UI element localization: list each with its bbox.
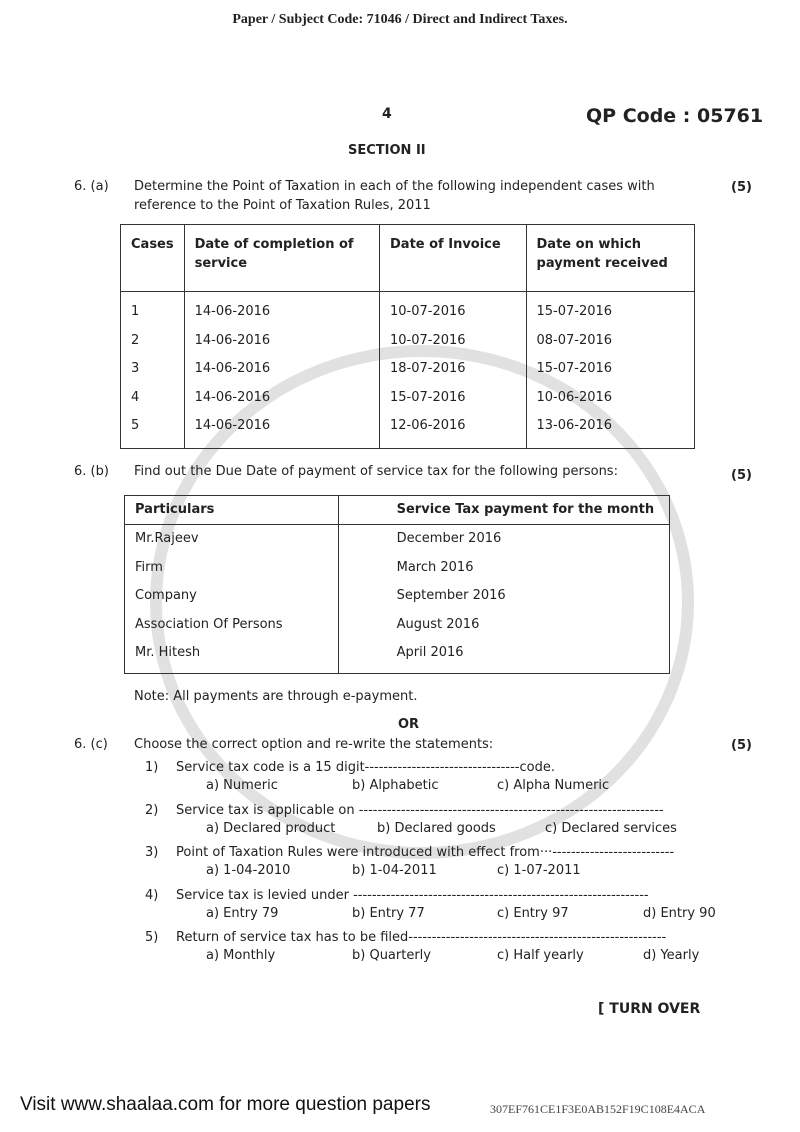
question-number: 2)	[145, 802, 159, 818]
col-header: Date of completion of service	[184, 225, 379, 292]
table-cell: 14-06-2016	[184, 355, 379, 384]
q6c-text: Choose the correct option and re-write the statements:	[134, 737, 494, 752]
table-cell: 1	[121, 292, 185, 327]
q6b-marks: (5)	[731, 468, 752, 483]
table-cell: Association Of Persons	[125, 611, 339, 640]
table-cell: 15-07-2016	[526, 355, 694, 384]
option: c) Entry 97	[497, 905, 569, 921]
col-header: Service Tax payment for the month	[338, 496, 669, 525]
col-header: Particulars	[125, 496, 339, 525]
option: a) Monthly	[206, 948, 276, 963]
question-text: Service tax code is a 15 digit---------------------------------code.	[176, 760, 555, 775]
due-date-table	[124, 495, 670, 674]
question-text: Return of service tax has to be filed-------------------------------------------------------	[176, 930, 667, 945]
table-cell: August 2016	[338, 611, 669, 640]
paper-header: Paper / Subject Code: 71046 / Direct and Indirect Taxes.	[232, 12, 568, 27]
option: b) 1-04-2011	[352, 863, 437, 878]
table-cell: Firm	[125, 554, 339, 583]
table-row	[121, 327, 695, 356]
q6b-number: 6. (b)	[74, 464, 109, 479]
option: b) Alphabetic	[352, 778, 439, 793]
option: a) Entry 79	[206, 905, 279, 921]
or-label: OR	[398, 717, 420, 732]
option: b) Entry 77	[352, 905, 425, 921]
table-cell: 3	[121, 355, 185, 384]
q6a-marks: (5)	[731, 180, 752, 195]
table-cell: 14-06-2016	[184, 327, 379, 356]
table-cell: 08-07-2016	[526, 327, 694, 356]
table-cell: 15-07-2016	[526, 292, 694, 327]
table-row	[121, 384, 695, 413]
q6a-number: 6. (a)	[74, 179, 109, 194]
question-text: Point of Taxation Rules were introduced with effect from···--------------------------	[176, 845, 675, 860]
option: c) Alpha Numeric	[497, 778, 610, 793]
q6a-text: Determine the Point of Taxation in each of the following independent cases with	[134, 179, 655, 194]
question-number: 1)	[145, 760, 159, 775]
table-row	[121, 412, 695, 449]
table-row	[125, 582, 670, 611]
table-row	[125, 639, 670, 674]
question-number: 5)	[145, 930, 159, 945]
option: b) Quarterly	[352, 948, 431, 963]
option: a) Numeric	[206, 778, 278, 793]
turn-over: [ TURN OVER	[598, 1001, 701, 1017]
table-cell: March 2016	[338, 554, 669, 583]
table-cell: December 2016	[338, 525, 669, 554]
section-title: SECTION II	[348, 143, 426, 158]
table-cell: 18-07-2016	[380, 355, 527, 384]
table-cell: 10-06-2016	[526, 384, 694, 413]
table-cell: 12-06-2016	[380, 412, 527, 449]
table-cell: 15-07-2016	[380, 384, 527, 413]
option: a) Declared product	[206, 820, 336, 836]
table-cell: 2	[121, 327, 185, 356]
option: d) Yearly	[643, 948, 700, 963]
point-of-taxation-table	[120, 224, 695, 449]
option: b) Declared goods	[377, 820, 496, 836]
option: c) Declared services	[545, 820, 677, 836]
table-cell: 13-06-2016	[526, 412, 694, 449]
option: c) Half yearly	[497, 948, 584, 963]
table-cell: 10-07-2016	[380, 292, 527, 327]
table-cell: 10-07-2016	[380, 327, 527, 356]
table-cell: 14-06-2016	[184, 292, 379, 327]
question-text: Service tax is applicable on -----------------------------------------------------------------	[176, 802, 664, 818]
col-header: Cases	[121, 225, 185, 292]
question-text: Service tax is levied under ---------------------------------------------------------------	[176, 887, 649, 903]
table-row	[125, 554, 670, 583]
table-cell: Mr.Rajeev	[125, 525, 339, 554]
option: a) 1-04-2010	[206, 863, 291, 878]
table-cell: Mr. Hitesh	[125, 639, 339, 674]
table-cell: 5	[121, 412, 185, 449]
question-number: 3)	[145, 845, 159, 860]
footer-visit: Visit www.shaalaa.com for more question papers	[20, 1094, 431, 1115]
table-cell: Company	[125, 582, 339, 611]
table-cell: 14-06-2016	[184, 384, 379, 413]
qp-code: QP Code : 05761	[586, 105, 764, 127]
table-cell: April 2016	[338, 639, 669, 674]
table-row	[125, 611, 670, 640]
table-cell: 4	[121, 384, 185, 413]
q6a-text-2: reference to the Point of Taxation Rules, 2011	[134, 198, 431, 213]
q6b-text: Find out the Due Date of payment of service tax for the following persons:	[134, 464, 618, 479]
q6c-number: 6. (c)	[74, 737, 108, 752]
q6c-marks: (5)	[731, 738, 752, 753]
note: Note: All payments are through e-payment.	[134, 689, 418, 704]
table-row	[121, 292, 695, 327]
col-header: Date on which payment received	[526, 225, 694, 292]
col-header: Date of Invoice	[380, 225, 527, 292]
table-cell: 14-06-2016	[184, 412, 379, 449]
table-row	[121, 355, 695, 384]
table-row	[125, 525, 670, 554]
option: c) 1-07-2011	[497, 863, 581, 878]
option: d) Entry 90	[643, 905, 716, 921]
question-number: 4)	[145, 887, 159, 903]
table-cell: September 2016	[338, 582, 669, 611]
footer-code: 307EF761CE1F3E0AB152F19C108E4ACA	[490, 1102, 706, 1116]
page-number: 4	[382, 106, 392, 122]
